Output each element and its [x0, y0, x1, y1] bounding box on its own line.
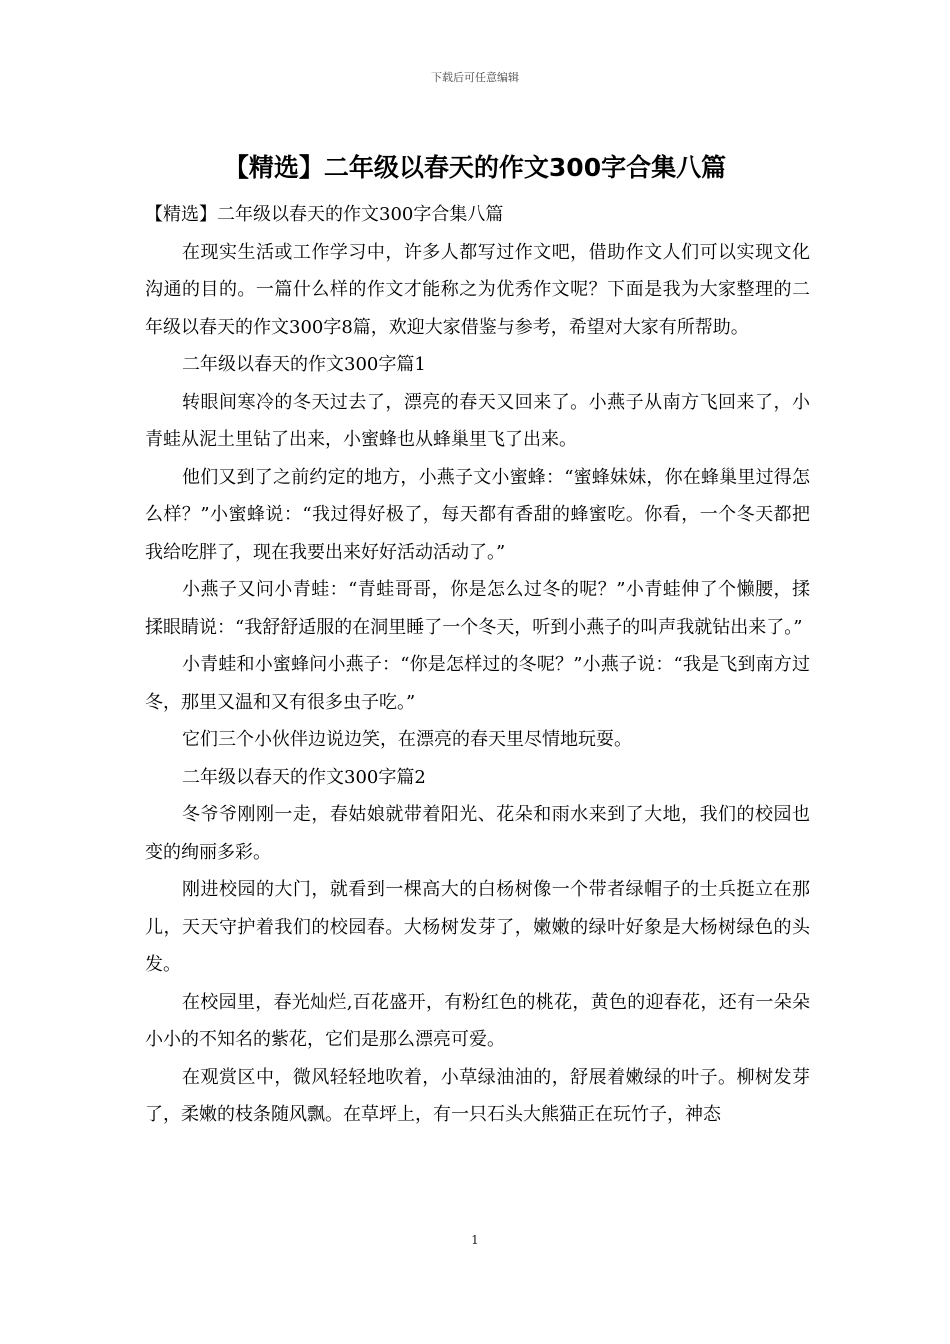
paragraph: 在观赏区中，微风轻轻地吹着，小草绿油油的，舒展着嫩绿的叶子。柳树发芽了，柔嫩的枝条随风飘。在草坪上，有一只石头大熊猫正在玩竹子，神态 — [145, 1066, 810, 1125]
document-title: 【精选】二年级以春天的作文300字合集八篇 — [223, 153, 727, 182]
paragraph: 在校园里，春光灿烂,百花盛开，有粉红色的桃花，黄色的迎春花，还有一朵朵小小的不知名的紫花，它们是那么漂亮可爱。 — [145, 991, 810, 1050]
paragraph: 转眼间寒冷的冬天过去了，漂亮的春天又回来了。小燕子从南方飞回来了，小青蛙从泥土里钻了出来，小蜜蜂也从蜂巢里飞了出来。 — [145, 391, 810, 450]
subtitle-line: 【精选】二年级以春天的作文300字合集八篇 — [145, 204, 504, 225]
paragraph: 小燕子又问小青蛙：“青蛙哥哥，你是怎么过冬的呢？”小青蛙伸了个懒腰，揉揉眼睛说：“我舒舒适服的在洞里睡了一个冬天，听到小燕子的叫声我就钻出来了。” — [145, 579, 810, 638]
paragraph: 刚进校园的大门，就看到一棵高大的白杨树像一个带者绿帽子的士兵挺立在那儿，天天守护着我们的校园春。大杨树发芽了，嫩嫩的绿叶好象是大杨树绿色的头发。 — [145, 879, 810, 975]
paragraph: 冬爷爷刚刚一走，春姑娘就带着阳光、花朵和雨水来到了大地，我们的校园也变的绚丽多彩。 — [145, 804, 810, 863]
document-body — [145, 196, 810, 1134]
section-heading-1: 二年级以春天的作文300字篇1 — [182, 354, 426, 375]
paragraph: 它们三个小伙伴边说边笑，在漂亮的春天里尽情地玩耍。 — [182, 729, 632, 750]
paragraph: 他们又到了之前约定的地方，小燕子文小蜜蜂：“蜜蜂妹妹，你在蜂巢里过得怎么样？”小蜜蜂说：“我过得好极了，每天都有香甜的蜂蜜吃。你看，一个冬天都把我给吃胖了，现在我要出来好好活动活动了。” — [145, 466, 810, 563]
section-heading-2: 二年级以春天的作文300字篇2 — [182, 766, 426, 788]
paragraph: 小青蛙和小蜜蜂问小燕子：“你是怎样过的冬呢？”小燕子说：“我是飞到南方过冬，那里又温和又有很多虫子吃。” — [145, 654, 810, 713]
intro-paragraph: 在现实生活或工作学习中，许多人都写过作文吧，借助作文人们可以实现文化沟通的目的。一篇什么样的作文才能称之为优秀作文呢？下面是我为大家整理的二年级以春天的作文300字8篇，欢迎大家借鉴与参考，希望对大家有所帮助。 — [145, 241, 810, 338]
page-number: 1 — [471, 1233, 479, 1247]
page-header: 下载后可任意编辑 — [431, 71, 519, 84]
